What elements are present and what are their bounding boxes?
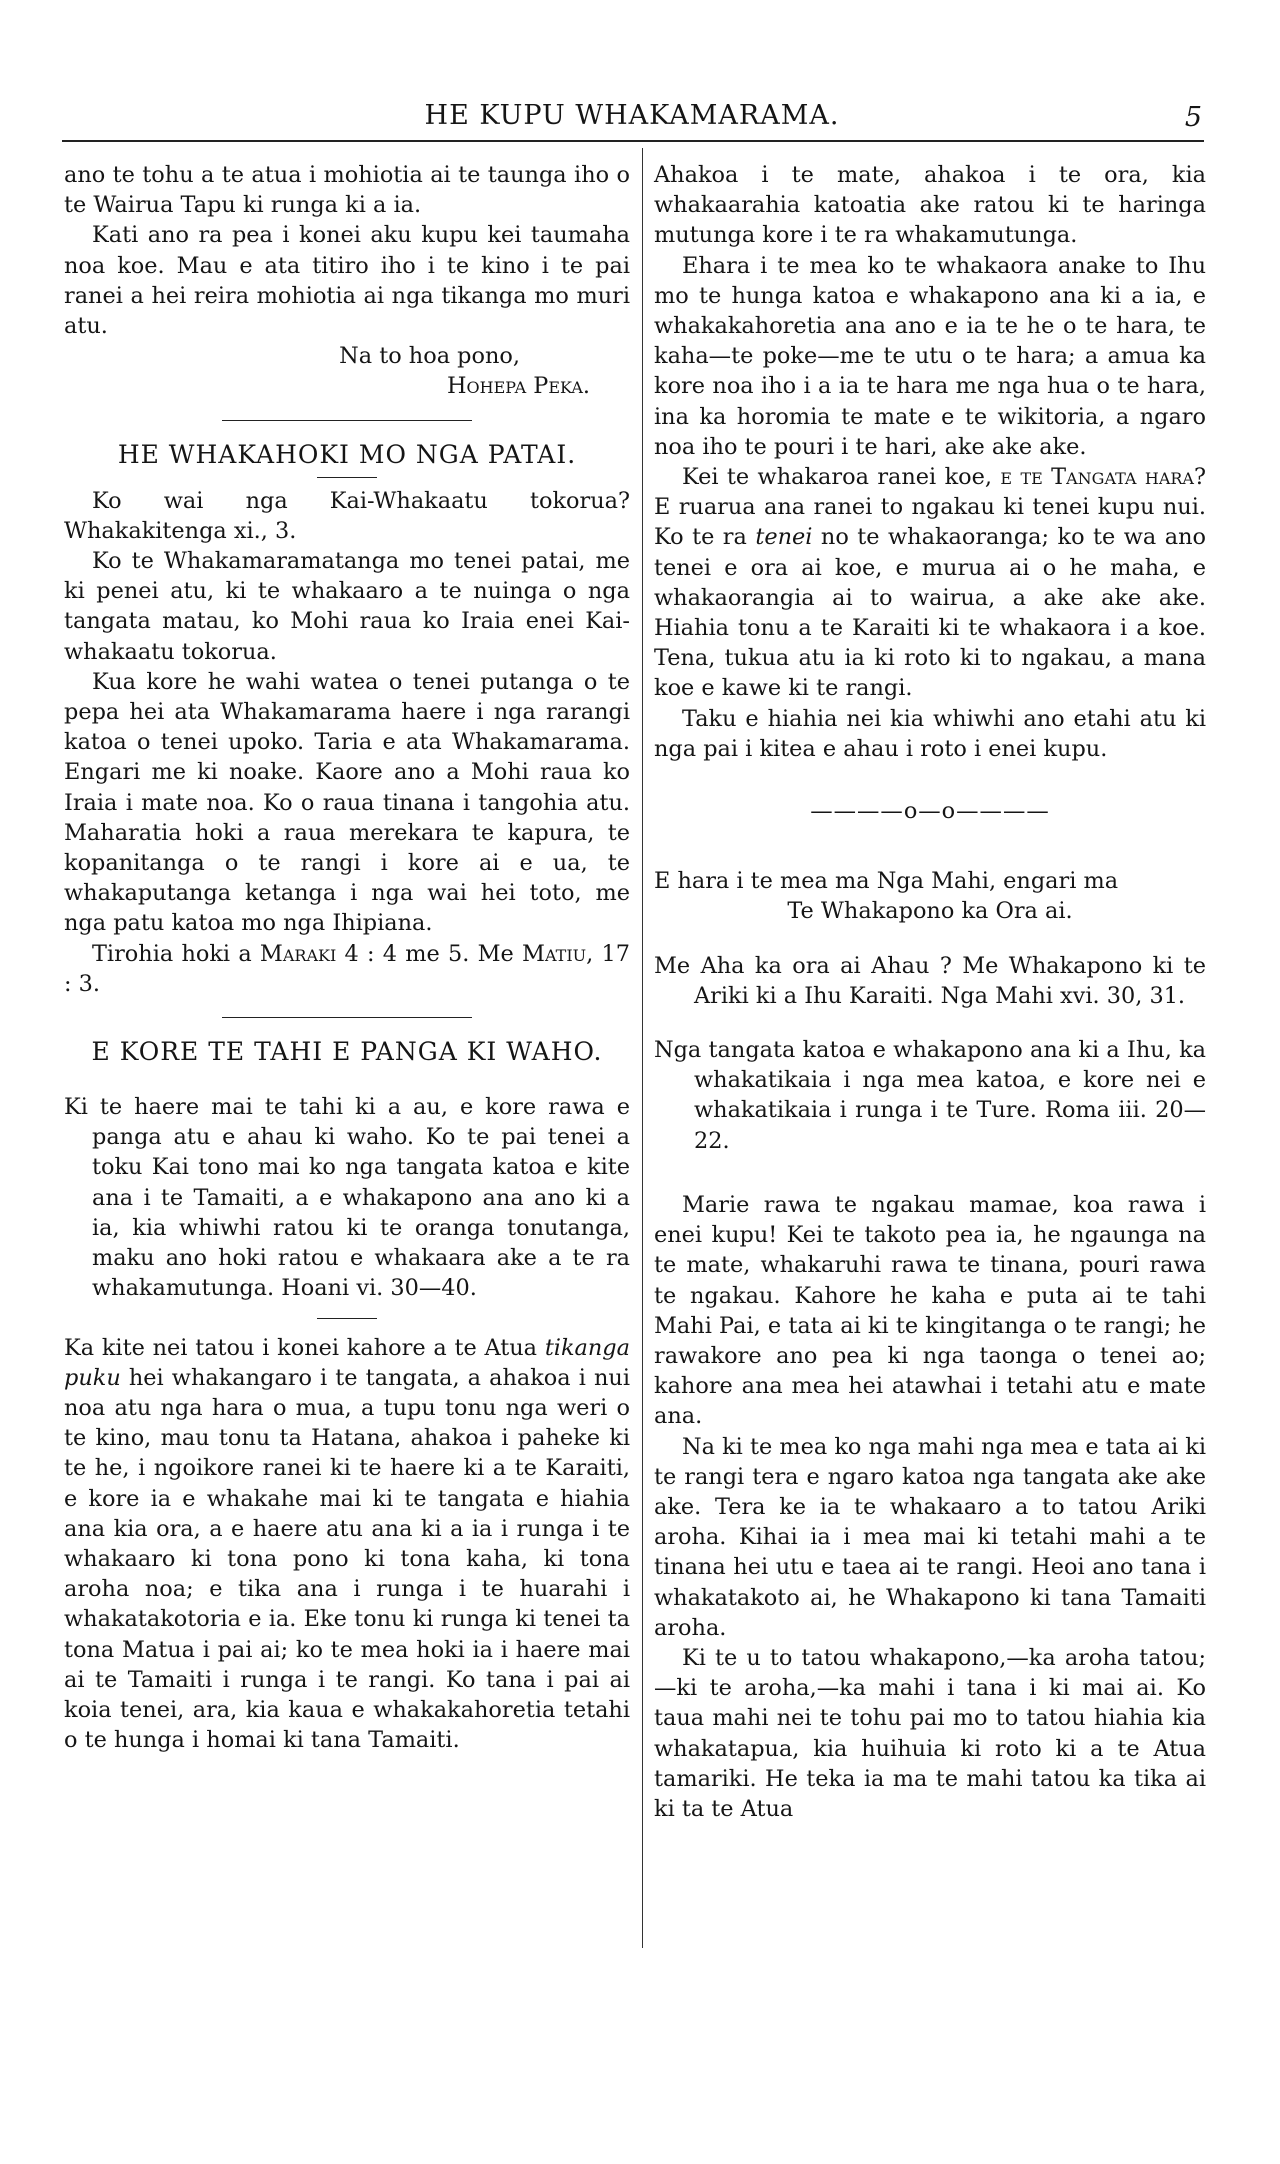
scripture-point: Nga tangata katoa e whakapono ana ki a Ihu, ka whakatikaia i nga mea katoa, e kore nei e whakatikaia i runga i te Ture. Roma iii. 20—22. [654, 1037, 1206, 1154]
page-number: 5 [1184, 102, 1202, 133]
paragraph: Ko te Whakamaramatanga mo tenei patai, me ki penei atu, ki te whakaaro a te nuinga o nga tangata matau, ko Mohi raua ko Iraia enei Kai-whakaatu tokorua. [64, 548, 630, 665]
section-rule [222, 1017, 472, 1018]
text: Kei te whakaroa ranei koe, [682, 464, 992, 491]
question: Ko wai nga Kai-Whakaatu tokorua? Whakakitenga xi., 3. [64, 487, 630, 544]
right-column [654, 160, 1206, 1824]
paragraph: Taku e hiahia nei kia whiwhi ano etahi atu ki nga pai i kitea e ahau i roto i enei kupu. [654, 705, 1206, 762]
text: no te whakaoranga; ko te wa ano tenei e ora ai koe, e murua ai o he maha, e whakaorangia ai to wairua, a ake ake ake. Hiahia tonu a te Karaiti ki te whakaora i a koe. Tena, tukua atu ia ki roto ki to ngakau, a mana koe e kawe ki te rangi. [654, 524, 1206, 702]
text: 17 : 3. [64, 940, 630, 997]
paragraph: Ki te u to tatou whakapono,—ka aroha tatou;—ki te aroha,—ka mahi i tana i ki mai ai. Ko taua mahi nei te tohu pai mo to tatou hiahia kia whakatapua, kia huihuia ki roto ki a te Atua tamariki. He teka ia ma te mahi tatou ka tika ai ki ta te Atua [654, 1644, 1206, 1822]
italic-term: tenei [755, 524, 813, 551]
section-heading: HE WHAKAHOKI MO NGA PATAI. [117, 439, 577, 469]
book-ref: Matiu, [522, 940, 594, 967]
paragraph: ano te tohu a te atua i mohiotia ai te taunga iho o te Wairua Tapu ki runga ki a ia. [64, 162, 630, 219]
text: hei whakangaro i te tangata, a ahakoa i nui noa atu nga hara o mua, a tupu tonu nga weri o te kino, mau tonu ta Hatana, ahakoa i paheke ki te he, i ngoikore ranei ki te haere ki a te Karaiti, e kore ia e whakahe mai ki te tangata e hiahia ana kia ora, a e haere atu ana ki a ia i runga i te whakaaro ki tona pono ki tona kaha, ki tona aroha noa; e tika ana i runga i te huarahi i whakatakotoria e ia. Eke tonu ki runga ki tenei ta tona Matua i pai ai; ko te mea hoki ia i haere mai ai te Tamaiti i runga i te rangi. Ko tana i pai ai koia tenei, ara, kia kaua e whakakahoretia tetahi o te hunga i homai ki tana Tamaiti. [64, 1364, 630, 1754]
header-rule [62, 140, 1204, 142]
paragraph: Ehara i te mea ko te whakaora anake to Ihu mo te hunga katoa e whakapono ana ki a ia, e whakakahoretia ana ano e ia te he o te hara, te kaha—te poke—me te utu o te hara; a amua ka kore noa iho i a ia te hara me nga hua o te hara, ina ka horomia te mate e te wikitoria, a ngaro noa iho te pouri i te hari, ake ake ake. [654, 252, 1206, 460]
section-heading: E KORE TE TAHI E PANGA KI WAHO. [91, 1037, 603, 1067]
subheading-line: E hara i te mea ma Nga Mahi, engari ma [654, 868, 1119, 895]
running-title: HE KUPU WHAKAMARAMA. [424, 100, 840, 131]
book-ref: Maraki [259, 940, 337, 967]
subheading-line: Te Whakapono ka Ora ai. [787, 898, 1073, 925]
paragraph: Kati ano ra pea i konei aku kupu kei taumaha noa koe. Mau e ata titiro iho i te kino i te pai ranei a hei reira mohiotia ai nga tikanga mo muri atu. [64, 222, 630, 340]
page-header [62, 96, 1202, 136]
left-column [64, 160, 630, 1755]
text: ? E ruarua ana ranei to ngakau ki tenei kupu nui. Ko te ra [654, 464, 1206, 551]
ornament-divider: ————o—o———— [810, 798, 1050, 825]
text: Tirohia hoki a [92, 940, 252, 967]
paragraph: Kua kore he wahi watea o tenei putanga o te pepa hei ata Whakamarama haere i nga rarangi katoa o tenei upoko. Taria e ata Whakamarama. Engari me ki noake. Kaore ano a Mohi raua ko Iraia i mate noa. Ko o raua tinana i tangohia atu. Maharatia hoki a raua merekara te kapura, te kopanitanga o te rangi i kore ai e ua, te whakaputanga ketanga i nga wai hei toto, me nga patu katoa mo nga Ihipiana. [64, 668, 630, 937]
italic-term: tikanga puku [64, 1334, 630, 1391]
text: Ka kite nei tatou i konei kahore a te Atua [64, 1334, 538, 1361]
section-rule [222, 420, 472, 421]
small-caps-phrase: e te Tangata hara [1000, 464, 1194, 491]
signature-name: Hohepa Peka. [447, 373, 590, 400]
reference-paragraph [64, 939, 630, 999]
paragraph: Na ki te mea ko nga mahi nga mea e tata ai ki te rangi tera e ngaro katoa nga tangata ake ake ake. Tera ke ia te whakaaro a to tatou Ariki aroha. Kihai ia i mea mai ki tetahi mahi a te tinana hei utu e taea ai te rangi. Heoi ano tana i whakatakoto ai, he Whakapono ki tana Tamaiti aroha. [654, 1433, 1206, 1641]
paragraph [654, 462, 1206, 704]
verse-quote: Ki te haere mai te tahi ki a au, e kore rawa e panga atu e ahau ki waho. Ko te pai tenei a toku Kai tono mai ko nga tangata katoa e kite ana i te Tamaiti, a e whakapono ana ano ki a ia, kia whiwhi ratou ki te oranga tonutanga, maku ano hoki ratou e whakaara ake a te ra whakamutunga. Hoani vi. 30—40. [64, 1094, 630, 1302]
signature-closing: Na to hoa pono, [339, 343, 520, 370]
text: 4 : 4 me 5. Me [344, 940, 514, 967]
paragraph: Ahakoa i te mate, ahakoa i te ora, kia whakaarahia katoatia ake ratou ki te haringa mutunga kore i te ra whakamutunga. [654, 162, 1206, 249]
short-rule [317, 477, 377, 478]
short-rule [317, 1318, 377, 1319]
scripture-point: Me Aha ka ora ai Ahau ? Me Whakapono ki te Ariki ki a Ihu Karaiti. Nga Mahi xvi. 30, 31. [654, 952, 1206, 1009]
column-divider [642, 148, 643, 1948]
paragraph [64, 1333, 630, 1756]
paragraph: Marie rawa te ngakau mamae, koa rawa i enei kupu! Kei te takoto pea ia, he ngaunga na te mate, whakaruhi rawa te tinana, pouri rawa te ngakau. Kahore he kaha e puta ai te tahi Mahi Pai, e tata ai ki te kingitanga o te rangi; he rawakore ano pea ki nga taonga o tenei ao; kahore ana mea hei atawhai i tetahi atu e mate ana. [654, 1191, 1206, 1430]
